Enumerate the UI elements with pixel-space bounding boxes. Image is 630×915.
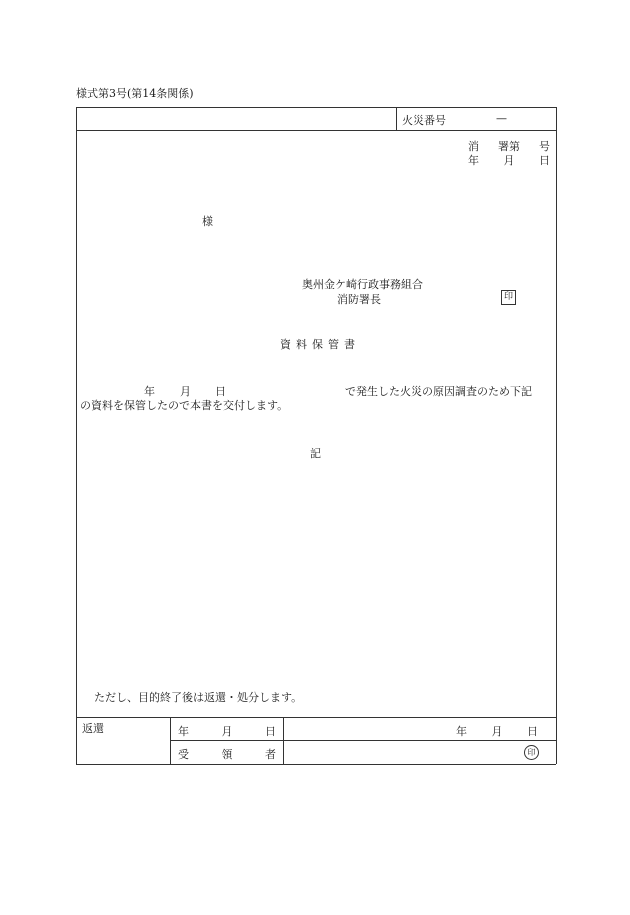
doc-number-line: 消 署第 号 <box>468 140 550 153</box>
ki-label: 記 <box>310 447 321 460</box>
body-line1: で発生した火災の原因調査のため下記 <box>345 385 532 398</box>
doc-title: 資料保管書 <box>280 338 360 351</box>
body-line2: の資料を保管したので本書を交付します。 <box>80 399 289 412</box>
body-day-unit: 日 <box>215 385 226 398</box>
return-date-value: 年 月 日 <box>456 725 538 738</box>
fire-number-dash: — <box>496 112 507 125</box>
note-text: ただし、目的終了後は返還・処分します。 <box>94 691 303 704</box>
fire-number-label: 火災番号 <box>402 114 446 127</box>
return-label: 返還 <box>82 722 104 735</box>
seal-stamp-square: 印 <box>501 290 516 305</box>
issuer-organization: 奥州金ケ崎行政事務組合 <box>302 278 423 291</box>
addressee-suffix: 様 <box>202 215 213 228</box>
seal-stamp-round: 印 <box>524 745 539 760</box>
form-label: 様式第3号(第14条関係) <box>76 87 194 100</box>
receiver-label: 受 領 者 <box>178 748 276 761</box>
issuer-title: 消防署長 <box>337 293 381 306</box>
body-year-unit: 年 <box>144 385 155 398</box>
return-date-cell: 年 月 日 <box>178 725 276 738</box>
doc-date-line: 年 月 日 <box>468 154 550 167</box>
body-month-unit: 月 <box>180 385 191 398</box>
